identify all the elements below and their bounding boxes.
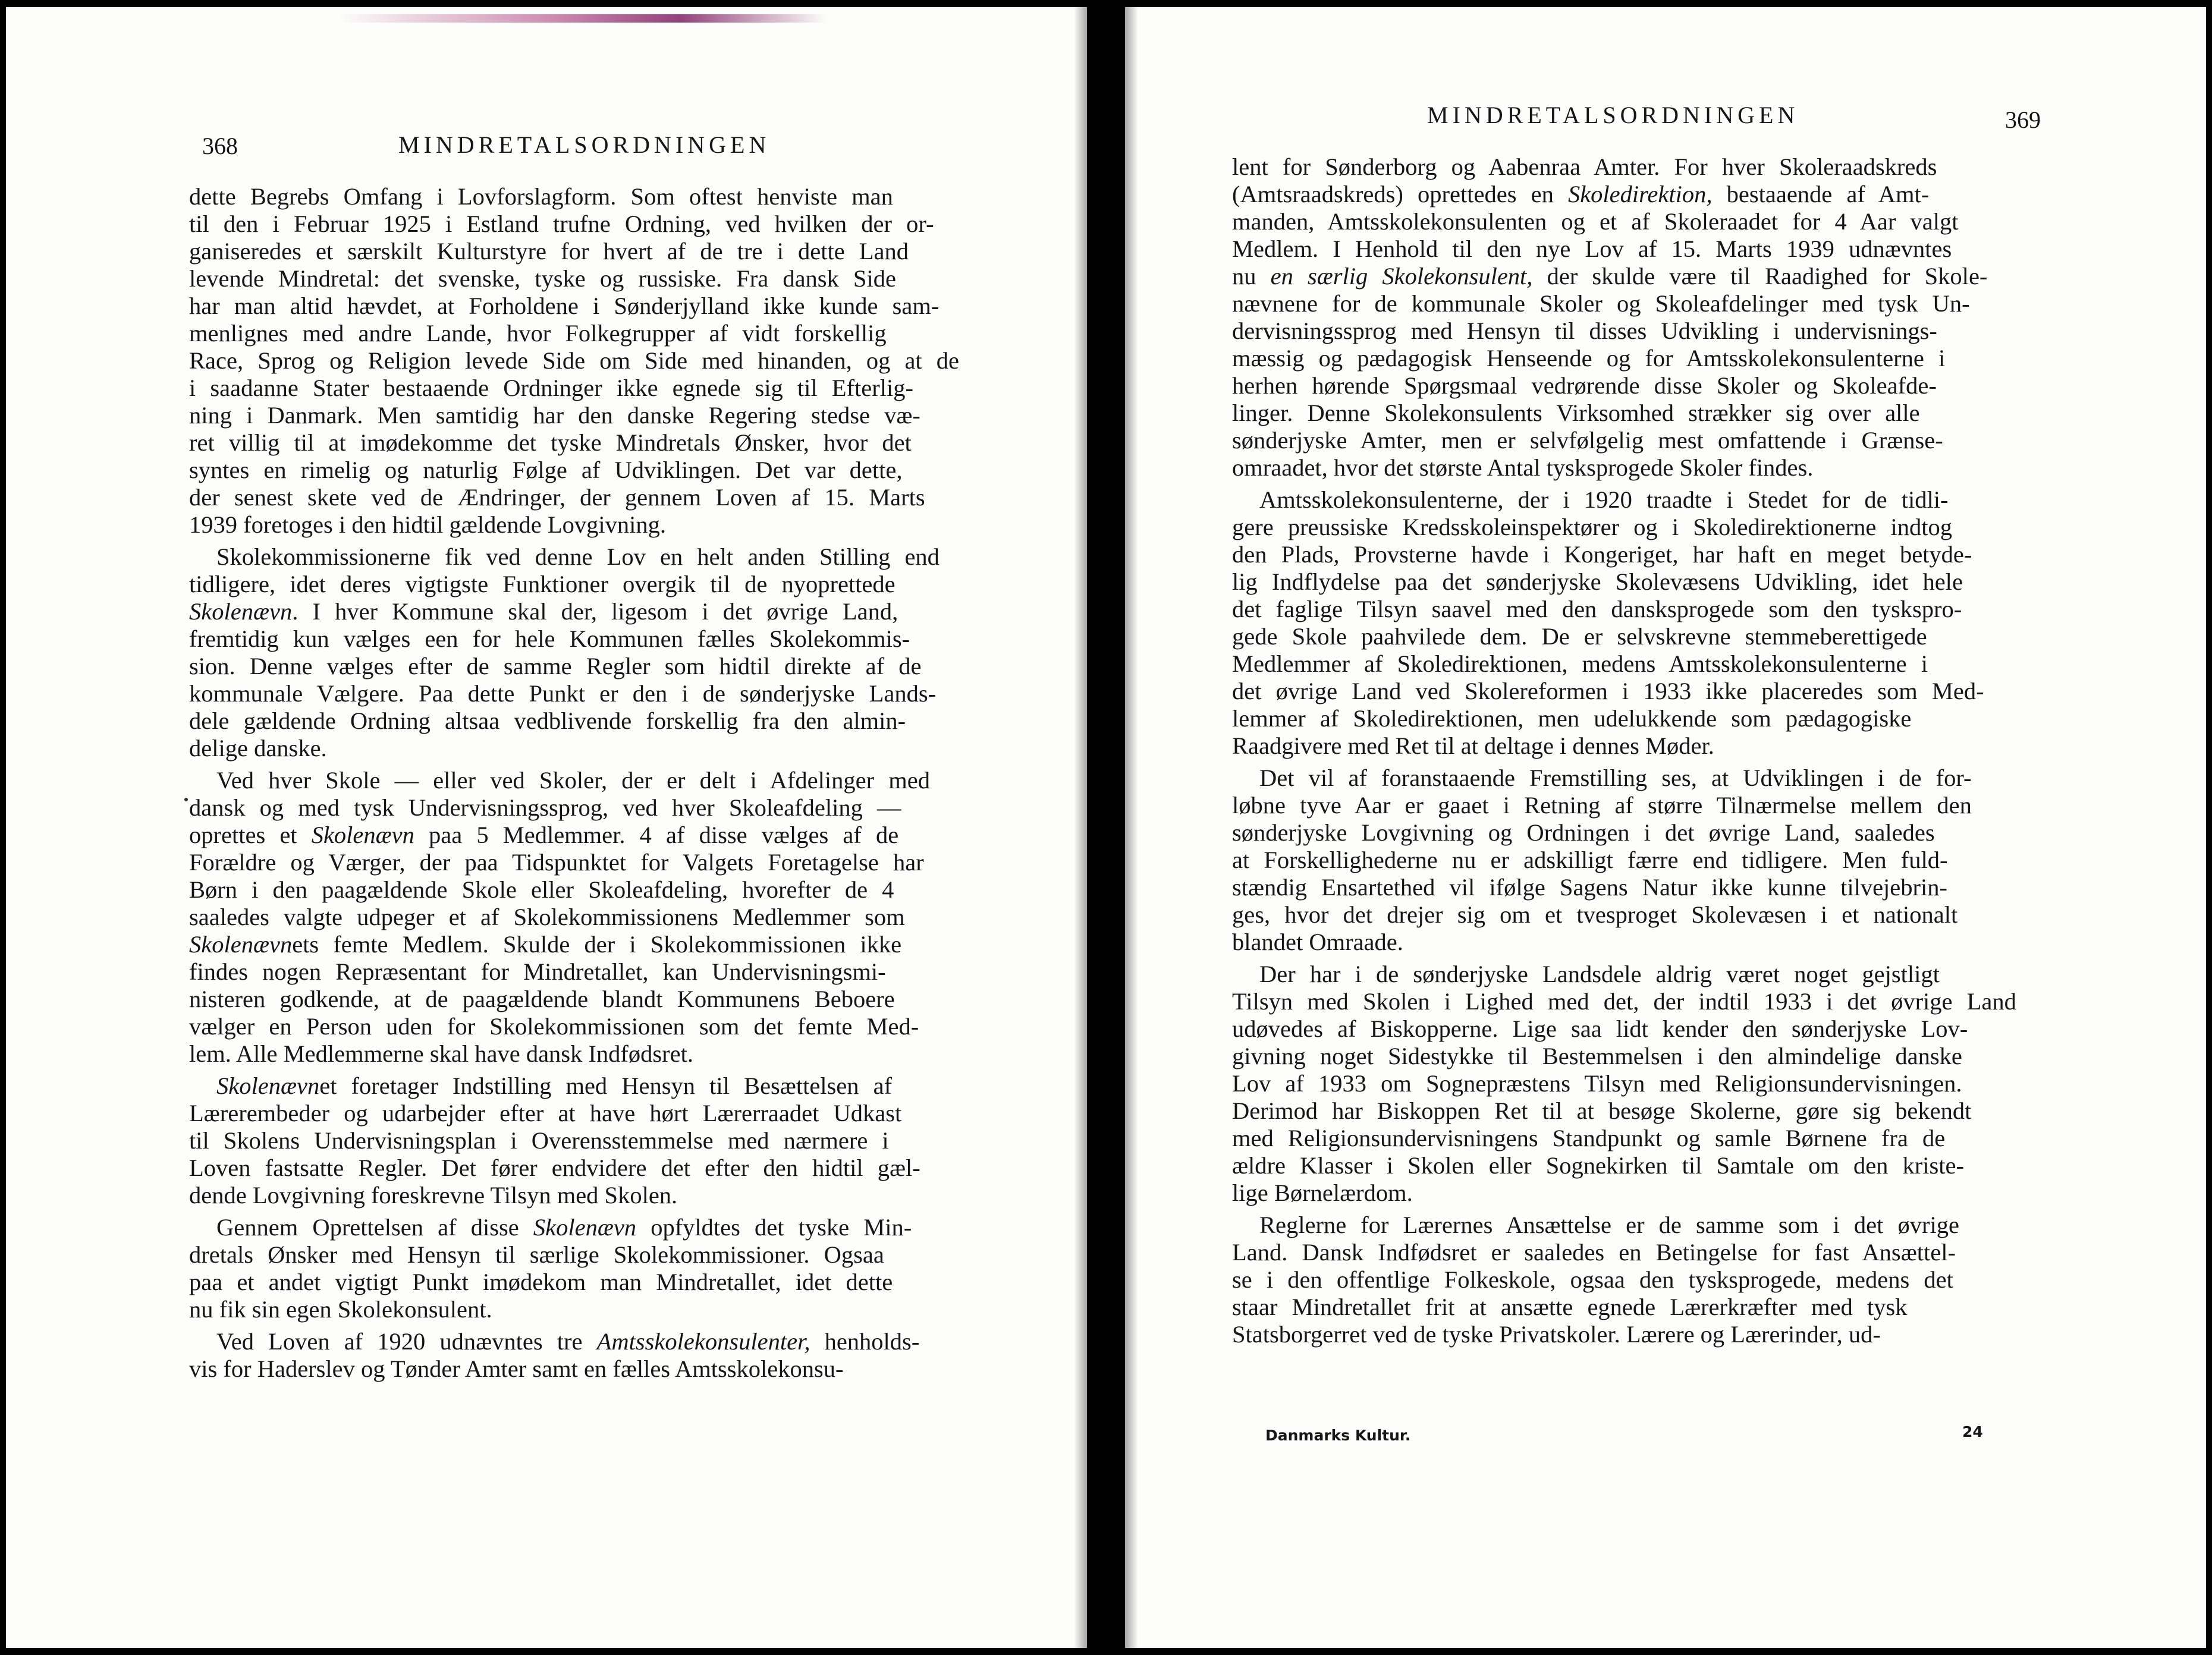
text-line: Gennem Oprettelsen af disse Skolenævn opfyldtes det tyske Min- xyxy=(216,1214,912,1241)
text-line: Tilsyn med Skolen i Lighed med det, der indtil 1933 i det øvrige Land xyxy=(1232,988,2016,1015)
text-line: dansk og med tysk Undervisningssprog, ved hver Skoleafdeling — xyxy=(189,794,901,821)
text-line: Land. Dansk Indfødsret er saaledes en Betingelse for fast Ansættel- xyxy=(1232,1239,1956,1266)
text-line: ning i Danmark. Men samtidig har den danske Regering stedse væ- xyxy=(189,402,920,429)
text-line: Skolenævnets femte Medlem. Skulde der i Skolekommissionen ikke xyxy=(189,931,902,958)
text-line: lig Indflydelse paa det sønderjyske Skolevæsens Udvikling, idet hele xyxy=(1232,568,1963,595)
text-line: manden, Amtsskolekonsulenten og et af Skoleraadet for 4 Aar valgt xyxy=(1232,208,1959,235)
text-line: ældre Klasser i Skolen eller Sognekirken til Samtale om den kriste- xyxy=(1232,1152,1965,1179)
text-line: Raadgivere med Ret til at deltage i dennes Møder. xyxy=(1232,732,1714,759)
text-line: til Skolens Undervisningsplan i Overensstemmelse med nærmere i xyxy=(189,1127,889,1154)
text-line: Amtsskolekonsulenterne, der i 1920 traadte i Stedet for de tidli- xyxy=(1259,486,1949,513)
text-line: menlignes med andre Lande, hvor Folkegrupper af vidt forskellig xyxy=(189,320,887,347)
text-line: Skolenævn. I hver Kommune skal der, ligesom i det øvrige Land, xyxy=(189,598,898,625)
text-line: stændig Ensartethed vil ifølge Sagens Natur ikke kunne tilvejebrin- xyxy=(1232,874,1948,901)
text-line: dervisningssprog med Hensyn til disses Udvikling i undervisnings- xyxy=(1232,317,1937,344)
text-line: lige Børnelærdom. xyxy=(1232,1179,1413,1206)
text-line: Der har i de sønderjyske Landsdele aldrig været noget gejstligt xyxy=(1259,961,1940,987)
text-line: har man altid hævdet, at Forholdene i Sønderjylland ikke kunde sam- xyxy=(189,292,940,319)
text-line: mæssig og pædagogisk Henseende og for Amtsskolekonsulenterne i xyxy=(1232,345,1946,372)
text-line: syntes en rimelig og naturlig Følge af Udviklingen. Det var dette, xyxy=(189,457,903,483)
text-line: nu en særlig Skolekonsulent, der skulde være til Raadighed for Skole- xyxy=(1232,263,1988,290)
text-line: staar Mindretallet frit at ansætte egnede Lærerkræfter med tysk xyxy=(1232,1294,1908,1320)
text-line: 1939 foretoges i den hidtil gældende Lovgivning. xyxy=(189,511,667,538)
text-line: Statsborgerret ved de tyske Privatskoler. Lærere og Lærerinder, ud- xyxy=(1232,1321,1881,1348)
page-number: 369 xyxy=(2005,106,2041,133)
text-line: levende Mindretal: det svenske, tyske og russiske. Fra dansk Side xyxy=(189,265,896,292)
text-line: Race, Sprog og Religion levede Side om Side med hinanden, og at de xyxy=(189,347,960,374)
text-line: dette Begrebs Omfang i Lovforslagform. Som oftest henviste man xyxy=(189,183,893,210)
text-line: paa et andet vigtigt Punkt imødekom man Mindretallet, idet dette xyxy=(189,1269,893,1295)
text-line: til den i Februar 1925 i Estland trufne Ordning, ved hvilken der or- xyxy=(189,210,934,237)
text-line: det øvrige Land ved Skolereformen i 1933 ikke placeredes som Med- xyxy=(1232,678,1984,704)
text-line: givning noget Sidestykke til Bestemmelsen i den almindelige danske xyxy=(1232,1043,1962,1069)
body-text xyxy=(189,183,1022,1383)
text-line: det faglige Tilsyn saavel med den dansksprogede som den tyskspro- xyxy=(1232,596,1962,622)
text-line: vælger en Person uden for Skolekommissionen som det femte Med- xyxy=(189,1013,919,1040)
text-line: lemmer af Skoledirektionen, men udelukkende som pædagogiske xyxy=(1232,705,1912,732)
text-line: gede Skole paahvilede dem. De er selvskrevne stemmeberettigede xyxy=(1232,623,1927,650)
text-line: ret villig til at imødekomme det tyske Mindretals Ønsker, hvor det xyxy=(189,429,912,456)
text-line: fremtidig kun vælges een for hele Kommunen fælles Skolekommis- xyxy=(189,625,910,652)
text-line: sion. Denne vælges efter de samme Regler som hidtil direkte af de xyxy=(189,653,922,679)
text-line: Forældre og Værger, der paa Tidspunktet for Valgets Foretagelse har xyxy=(189,849,924,876)
text-line: Medlemmer af Skoledirektionen, medens Amtsskolekonsulenterne i xyxy=(1232,650,1928,677)
text-line: Ved hver Skole — eller ved Skoler, der er delt i Afdelinger med xyxy=(216,767,930,794)
margin-mark xyxy=(184,798,188,801)
text-line: delige danske. xyxy=(189,735,327,762)
text-line: Derimod har Biskoppen Ret til at besøge Skolerne, gøre sig bekendt xyxy=(1232,1097,1972,1124)
text-line: lem. Alle Medlemmerne skal have dansk Indfødsret. xyxy=(189,1040,694,1067)
text-line: at Forskellighederne nu er adskilligt færre end tidligere. Men fuld- xyxy=(1232,847,1948,873)
text-line: med Religionsundervisningens Standpunkt og samle Børnene fra de xyxy=(1232,1125,1946,1151)
text-line: der senest skete ved de Ændringer, der gennem Loven af 15. Marts xyxy=(189,484,925,511)
running-head: MINDRETALSORDNINGEN xyxy=(398,131,771,158)
signature-number: 24 xyxy=(1962,1423,1983,1440)
text-line: lent for Sønderborg og Aabenraa Amter. For hver Skoleraadskreds xyxy=(1232,153,1937,180)
text-line: oprettes et Skolenævn paa 5 Medlemmer. 4 af disse vælges af de xyxy=(189,822,899,848)
text-line: Det vil af foranstaaende Fremstilling ses, at Udviklingen i de for- xyxy=(1259,764,1972,791)
left-page xyxy=(6,7,1087,1648)
text-line: sønderjyske Lovgivning og Ordningen i det øvrige Land, saaledes xyxy=(1232,819,1935,846)
spine-shadow xyxy=(1074,7,1087,1648)
text-line: vis for Haderslev og Tønder Amter samt en fælles Amtsskolekonsu- xyxy=(189,1355,844,1382)
page-edge-mark xyxy=(339,14,827,23)
text-line: findes nogen Repræsentant for Mindretallet, kan Undervisningsmi- xyxy=(189,958,886,985)
text-line: linger. Denne Skolekonsulents Virksomhed strækker sig over alle xyxy=(1232,399,1920,426)
text-line: Loven fastsatte Regler. Det fører endvidere det efter den hidtil gæl- xyxy=(189,1154,920,1181)
text-line: ganiseredes et særskilt Kulturstyre for hvert af de tre i dette Land xyxy=(189,238,909,265)
text-line: udøvedes af Biskopperne. Lige saa lidt kender den sønderjyske Lov- xyxy=(1232,1015,1968,1042)
text-line: Skolenævnet foretager Indstilling med Hensyn til Besættelsen af xyxy=(216,1072,893,1099)
page-number: 368 xyxy=(202,133,238,159)
text-line: den Plads, Provsterne havde i Kongeriget, har haft en meget betyde- xyxy=(1232,541,1972,568)
text-line: blandet Omraade. xyxy=(1232,929,1403,955)
text-line: Lærerembeder og udarbejder efter at have hørt Lærerraadet Udkast xyxy=(189,1100,902,1127)
text-line: nu fik sin egen Skolekonsulent. xyxy=(189,1296,492,1323)
text-line: (Amtsraadskreds) oprettedes en Skoledirektion, bestaaende af Amt- xyxy=(1232,181,1930,207)
text-line: Reglerne for Lærernes Ansættelse er de samme som i det øvrige xyxy=(1259,1212,1959,1238)
text-line: Lov af 1933 om Sognepræstens Tilsyn med Religionsundervisningen. xyxy=(1232,1070,1962,1097)
body-text xyxy=(1232,153,2076,1348)
text-line: herhen hørende Spørgsmaal vedrørende disse Skoler og Skoleafde- xyxy=(1232,372,1937,399)
text-line: sønderjyske Amter, men er selvfølgelig mest omfattende i Grænse- xyxy=(1232,427,1943,454)
text-line: ges, hvor det drejer sig om et tvesproget Skolevæsen i et nationalt xyxy=(1232,901,1958,928)
running-head: MINDRETALSORDNINGEN xyxy=(1427,102,1799,128)
text-line: omraadet, hvor det største Antal tysksprogede Skoler findes. xyxy=(1232,454,1814,481)
footer-signature: Danmarks Kultur. xyxy=(1265,1427,1411,1444)
text-line: nævnene for de kommunale Skoler og Skoleafdelinger med tysk Un- xyxy=(1232,290,1970,317)
text-line: dende Lovgivning foreskrevne Tilsyn med Skolen. xyxy=(189,1182,678,1209)
text-line: dele gældende Ordning altsaa vedblivende forskellig fra den almin- xyxy=(189,707,906,734)
text-line: dretals Ønsker med Hensyn til særlige Skolekommissioner. Ogsaa xyxy=(189,1241,884,1268)
text-line: Ved Loven af 1920 udnævntes tre Amtsskolekonsulenter, henholds- xyxy=(216,1328,920,1355)
text-line: nisteren godkende, at de paagældende blandt Kommunens Beboere xyxy=(189,986,895,1012)
text-line: saaledes valgte udpeger et af Skolekommissionens Medlemmer som xyxy=(189,904,905,930)
text-line: Skolekommissionerne fik ved denne Lov en helt anden Stilling end xyxy=(216,543,940,570)
text-line: løbne tyve Aar er gaaet i Retning af større Tilnærmelse mellem den xyxy=(1232,792,1972,819)
right-page xyxy=(1125,7,2206,1648)
spine-shadow xyxy=(1125,7,1138,1648)
text-line: kommunale Vælgere. Paa dette Punkt er den i de sønderjyske Lands- xyxy=(189,680,937,707)
text-line: se i den offentlige Folkeskole, ogsaa den tysksprogede, medens det xyxy=(1232,1266,1953,1293)
text-line: tidligere, idet deres vigtigste Funktioner overgik til de nyoprettede xyxy=(189,571,896,597)
text-line: Medlem. I Henhold til den nye Lov af 15. Marts 1939 udnævntes xyxy=(1232,235,1952,262)
text-line: gere preussiske Kredsskoleinspektører og i Skoledirektionerne indtog xyxy=(1232,514,1952,540)
text-line: i saadanne Stater bestaaende Ordninger ikke egnede sig til Efterlig- xyxy=(189,375,913,401)
text-line: Børn i den paagældende Skole eller Skoleafdeling, hvorefter de 4 xyxy=(189,876,894,903)
